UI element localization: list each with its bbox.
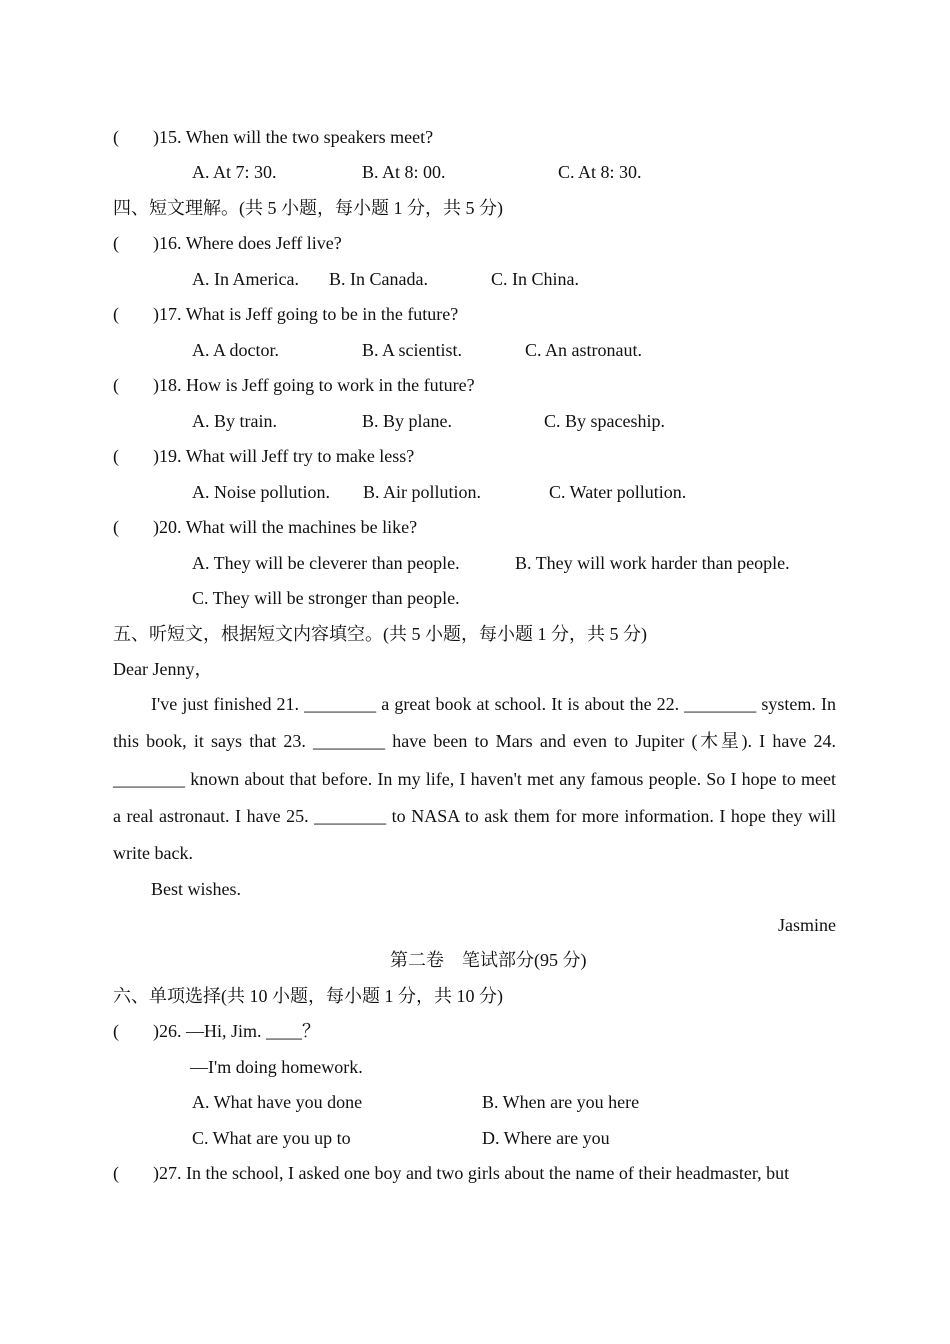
option-b: B. They will work harder than people. [515, 553, 790, 573]
question-text: When will the two speakers meet? [185, 127, 434, 147]
answer-bracket[interactable]: ( ) [113, 1021, 159, 1041]
option-c: C. By spaceship. [544, 411, 665, 431]
answer-bracket[interactable]: ( ) [113, 375, 159, 395]
option-a: A. In America. [192, 269, 299, 289]
question-number: 26. [159, 1021, 182, 1041]
option-b: B. When are you here [482, 1092, 640, 1112]
answer-bracket[interactable]: ( ) [113, 1163, 159, 1183]
question-number: 18. [159, 375, 182, 395]
question-text: What will the machines be like? [185, 517, 418, 537]
question-number: 20. [159, 517, 182, 537]
option-b: B. A scientist. [362, 340, 463, 360]
option-a: A. What have you done [192, 1092, 363, 1112]
option-b: B. At 8: 00. [362, 162, 446, 182]
question-text: How is Jeff going to work in the future? [186, 375, 475, 395]
question-15 [113, 125, 433, 149]
option-b: B. By plane. [362, 411, 452, 431]
question-number: 27. [159, 1163, 182, 1183]
question-text: Where does Jeff live? [185, 233, 342, 253]
question-number: 19. [159, 446, 182, 466]
answer-bracket[interactable]: ( ) [113, 304, 159, 324]
question-number: 16. [159, 233, 182, 253]
answer-bracket[interactable]: ( ) [113, 233, 159, 253]
dialogue-reply: —I'm doing homework. [190, 1057, 363, 1077]
option-c: C. They will be stronger than people. [192, 588, 460, 608]
question-27 [113, 1161, 789, 1185]
question-26 [113, 1019, 320, 1043]
option-b: B. In Canada. [329, 269, 428, 289]
question-number: 17. [159, 304, 182, 324]
question-text: —Hi, Jim. ____？ [186, 1021, 321, 1041]
question-18 [113, 373, 475, 397]
option-a: A. They will be cleverer than people. [192, 553, 460, 573]
option-a: A. Noise pollution. [192, 482, 330, 502]
question-17 [113, 302, 458, 326]
question-text: What is Jeff going to be in the future? [185, 304, 459, 324]
part-two-heading: 第二卷 笔试部分(95 分) [390, 950, 587, 970]
option-d: D. Where are you [482, 1128, 610, 1148]
letter-greeting: Dear Jenny， [113, 659, 213, 679]
question-number: 15. [159, 127, 182, 147]
question-text: In the school, I asked one boy and two girls about the name of their headmaster, but [186, 1163, 790, 1183]
section-five-heading: 五、听短文，根据短文内容填空。(共 5 小题，每小题 1 分，共 5 分) [113, 624, 647, 644]
option-c: C. Water pollution. [549, 482, 687, 502]
section-six-heading: 六、单项选择(共 10 小题，每小题 1 分，共 10 分) [113, 986, 503, 1006]
section-four-heading: 四、短文理解。(共 5 小题，每小题 1 分，共 5 分) [113, 198, 503, 218]
option-c: C. In China. [491, 269, 579, 289]
letter-closing: Best wishes. [151, 879, 241, 899]
question-19 [113, 444, 414, 468]
option-a: A. A doctor. [192, 340, 280, 360]
question-text: What will Jeff try to make less? [185, 446, 415, 466]
letter-body: I've just finished 21. ________ a great book at school. It is about the 22. ________ system. In this book, it says that 23. ________ have been to Mars and even to Jupiter (木星). I have 24. ________ known about that before. In my life, I haven't met any famous people. So I hope to meet a real astronaut. I have 25. ________ to NASA to ask them for more information. I hope they will write back. [113, 694, 836, 864]
option-c: C. An astronaut. [525, 340, 642, 360]
option-c: C. At 8: 30. [558, 162, 642, 182]
question-20 [113, 515, 417, 539]
option-a: A. By train. [192, 411, 277, 431]
option-b: B. Air pollution. [363, 482, 482, 502]
option-c: C. What are you up to [192, 1128, 351, 1148]
answer-bracket[interactable]: ( ) [113, 446, 159, 466]
option-a: A. At 7: 30. [192, 162, 277, 182]
answer-bracket[interactable]: ( ) [113, 517, 159, 537]
question-16 [113, 231, 342, 255]
answer-bracket[interactable]: ( ) [113, 127, 159, 147]
letter-signature: Jasmine [778, 915, 836, 935]
